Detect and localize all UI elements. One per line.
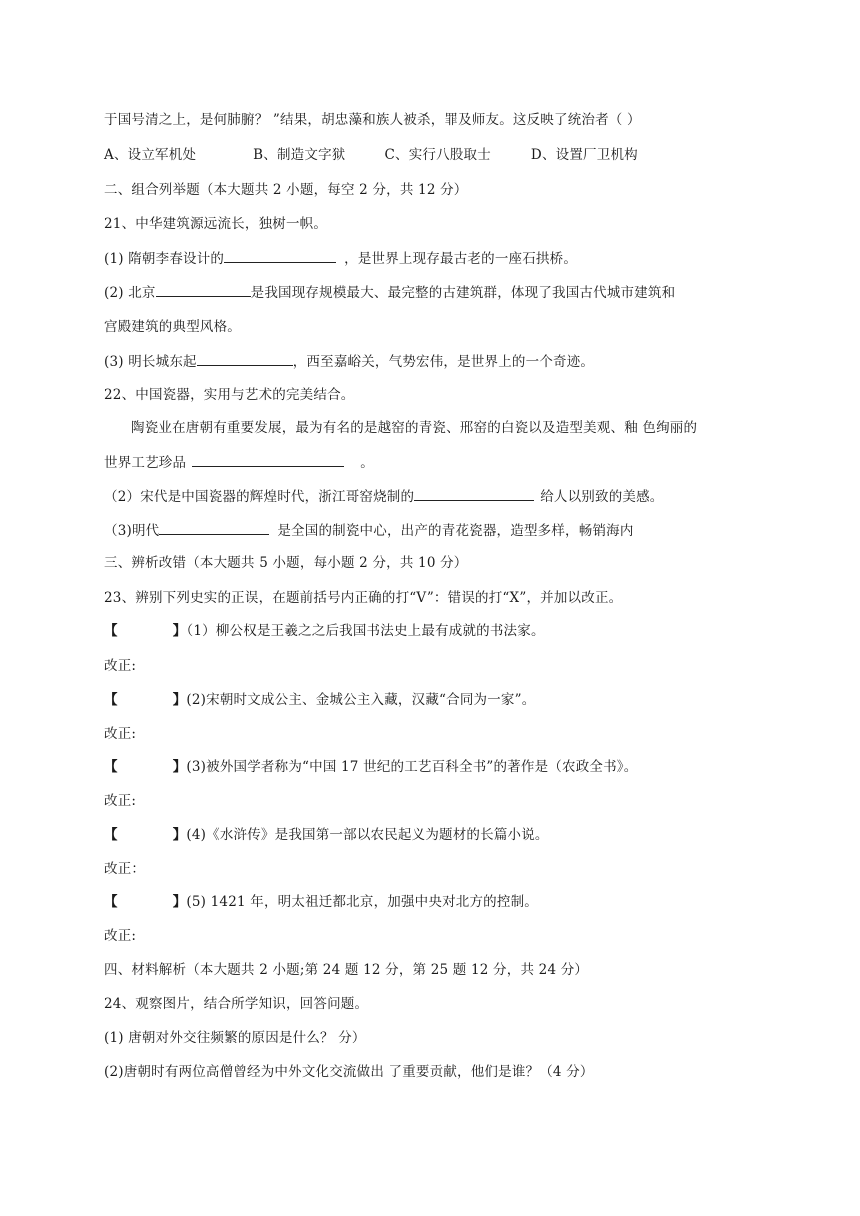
answer-bracket-open[interactable]: 【 (104, 894, 118, 910)
question-21-stem: 21、中华建筑源远流长，独树一帜。 (104, 216, 328, 232)
answer-bracket-open[interactable]: 【 (104, 827, 118, 843)
option-c: C、实行八股取士 (384, 147, 491, 163)
correction-label: 改正: (104, 793, 137, 809)
question-23-2: 【 】(2)宋朝时文成公主、金城公主入藏，汉藏“合同为一家”。 (104, 692, 536, 708)
section-4-heading: 四、材料解析（本大题共 2 小题;第 24 题 12 分，第 25 题 12 分，共 24 分） (104, 962, 589, 978)
answer-blank[interactable] (156, 283, 251, 297)
question-22-1: 陶瓷业在唐朝有重要发展，最为有名的是越窑的青瓷、邢窑的白瓷以及造型美观、釉 色绚丽的 (131, 420, 698, 436)
option-d: D、设置厂卫机构 (530, 147, 638, 163)
answer-bracket-close[interactable]: 】 (172, 894, 187, 910)
question-21-3: (3) 明长城东起 ，西至嘉峪关，气势宏伟，是世界上的一个奇迹。 (104, 354, 595, 370)
answer-bracket-open[interactable]: 【 (104, 759, 118, 775)
answer-bracket-close[interactable]: 】 (172, 827, 187, 843)
answer-blank[interactable] (414, 487, 534, 501)
question-24-stem: 24、观察图片，结合所学知识，回答问题。 (104, 996, 369, 1012)
question-22-1-cont: 世界工艺珍品 。 (104, 455, 374, 471)
correction-label: 改正: (104, 928, 137, 944)
answer-bracket-close[interactable]: 】 (172, 692, 187, 708)
question-20-stem-end: 于国号清之上，是何肺腑？ ”结果，胡忠藻和族人被杀，罪及师友。这反映了统治者（ ） (104, 112, 641, 128)
correction-label: 改正： (104, 861, 146, 877)
section-2-heading: 二、组合列举题（本大题共 2 小题，每空 2 分，共 12 分） (104, 182, 468, 198)
question-21-2-cont: 宫殿建筑的典型风格。 (104, 319, 241, 335)
correction-label: 改正: (104, 726, 137, 742)
question-20-options (104, 146, 638, 164)
question-22-stem: 22、中国瓷器，实用与艺术的完美结合。 (104, 387, 355, 403)
question-21-1: (1) 隋朝李春设计的 ，是世界上现存最古老的一座石拱桥。 (104, 251, 578, 267)
answer-bracket-open[interactable]: 【 (104, 623, 118, 639)
question-21-2: (2) 北京 是我国现存规模最大、最完整的古建筑群，体现了我国古代城市建筑和 (104, 285, 676, 301)
answer-bracket-open[interactable]: 【 (104, 692, 118, 708)
answer-bracket-close[interactable]: 】 (172, 623, 187, 639)
question-24-2: (2)唐朝时有两位高僧曾经为中外文化交流做出 了重要贡献，他们是谁？（4 分） (104, 1064, 594, 1080)
answer-bracket-close[interactable]: 】 (172, 759, 187, 775)
question-23-stem: 23、辨别下列史实的正误，在题前括号内正确的打“V”：错误的打“X”，并加以改正。 (104, 590, 623, 606)
answer-blank[interactable] (192, 453, 344, 467)
answer-blank[interactable] (197, 352, 293, 366)
question-23-1: 【 】（1）柳公权是王羲之之后我国书法史上最有成就的书法家。 (104, 623, 545, 639)
option-a: A、设立军机处 (104, 147, 197, 163)
section-3-heading: 三、辨析改错（本大题共 5 小题，每小题 2 分，共 10 分） (104, 555, 468, 571)
question-23-3: 【 】(3)被外国学者称为“中国 17 世纪的工艺百科全书”的著作是（农政全书》。 (104, 759, 638, 775)
question-24-1: (1) 唐朝对外交往频繁的原因是什么？ 分） (104, 1030, 366, 1046)
question-22-3: （3)明代 是全国的制瓷中心，出产的青花瓷器，造型多样，畅销海内 (104, 523, 634, 539)
question-23-5: 【 】(5) 1421 年，明太祖迁都北京，加强中央对北方的控制。 (104, 894, 538, 910)
question-22-2: （2）宋代是中国瓷器的辉煌时代，浙江哥窑烧制的 给人以别致的美感。 (104, 489, 664, 505)
correction-label: 改正: (104, 658, 137, 674)
question-23-4: 【 】(4)《水浒传》是我国第一部以农民起义为题材的长篇小说。 (104, 827, 549, 843)
option-b: B、制造文字狱 (253, 147, 346, 163)
answer-blank[interactable] (159, 521, 269, 535)
answer-blank[interactable] (224, 249, 336, 263)
